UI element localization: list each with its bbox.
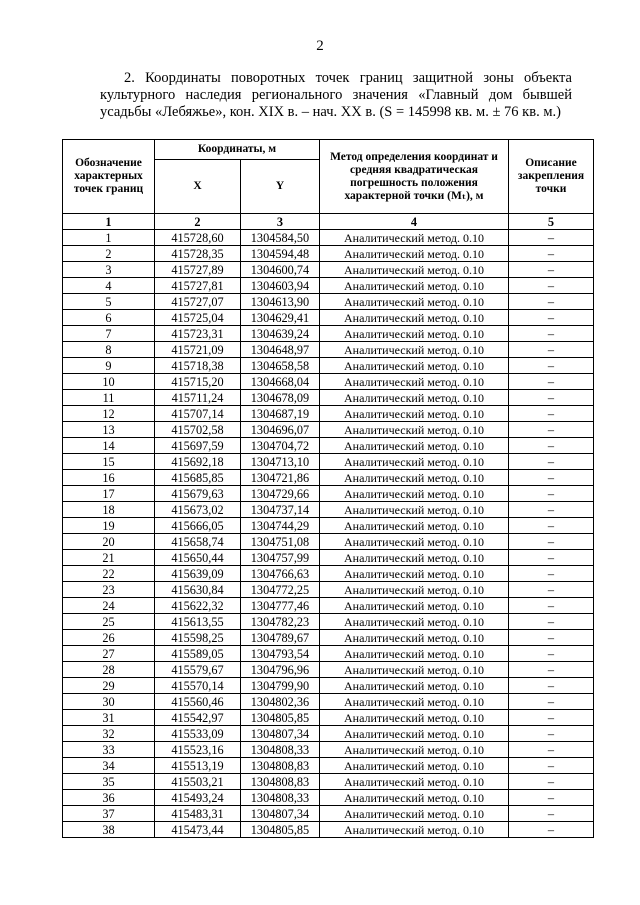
heading-line-2: культурного наследия регионального значения «Главный дом бывшей	[100, 87, 572, 103]
point-number-cell: 1	[63, 230, 155, 246]
x-coordinate-cell: 415598,25	[155, 630, 241, 646]
description-cell: –	[509, 454, 594, 470]
table-row	[63, 518, 594, 534]
x-coordinate-cell: 415483,31	[155, 806, 241, 822]
description-cell: –	[509, 790, 594, 806]
method-cell: Аналитический метод. 0.10	[320, 342, 509, 358]
method-cell: Аналитический метод. 0.10	[320, 790, 509, 806]
point-number-cell: 26	[63, 630, 155, 646]
description-cell: –	[509, 390, 594, 406]
description-cell: –	[509, 230, 594, 246]
description-cell: –	[509, 470, 594, 486]
y-coordinate-cell: 1304629,41	[241, 310, 320, 326]
point-number-cell: 20	[63, 534, 155, 550]
description-cell: –	[509, 438, 594, 454]
y-coordinate-cell: 1304772,25	[241, 582, 320, 598]
x-coordinate-cell: 415493,24	[155, 790, 241, 806]
y-coordinate-cell: 1304613,90	[241, 294, 320, 310]
x-coordinate-cell: 415613,55	[155, 614, 241, 630]
x-coordinate-cell: 415579,67	[155, 662, 241, 678]
header-coords: Координаты, м	[155, 140, 320, 160]
y-coordinate-cell: 1304668,04	[241, 374, 320, 390]
method-cell: Аналитический метод. 0.10	[320, 662, 509, 678]
description-cell: –	[509, 678, 594, 694]
y-coordinate-cell: 1304808,83	[241, 774, 320, 790]
x-coordinate-cell: 415666,05	[155, 518, 241, 534]
x-coordinate-cell: 415622,32	[155, 598, 241, 614]
x-coordinate-cell: 415630,84	[155, 582, 241, 598]
point-number-cell: 3	[63, 262, 155, 278]
point-number-cell: 4	[63, 278, 155, 294]
y-coordinate-cell: 1304594,48	[241, 246, 320, 262]
method-cell: Аналитический метод. 0.10	[320, 470, 509, 486]
x-coordinate-cell: 415715,20	[155, 374, 241, 390]
y-coordinate-cell: 1304721,86	[241, 470, 320, 486]
point-number-cell: 11	[63, 390, 155, 406]
point-number-cell: 31	[63, 710, 155, 726]
description-cell: –	[509, 726, 594, 742]
table-row	[63, 262, 594, 278]
y-coordinate-cell: 1304713,10	[241, 454, 320, 470]
description-cell: –	[509, 758, 594, 774]
point-number-cell: 13	[63, 422, 155, 438]
method-cell: Аналитический метод. 0.10	[320, 518, 509, 534]
method-cell: Аналитический метод. 0.10	[320, 230, 509, 246]
table-row	[63, 550, 594, 566]
table-row	[63, 310, 594, 326]
header-y: Y	[241, 160, 320, 214]
x-coordinate-cell: 415685,85	[155, 470, 241, 486]
method-cell: Аналитический метод. 0.10	[320, 758, 509, 774]
document-heading	[100, 70, 572, 121]
column-number: 5	[509, 214, 594, 230]
point-number-cell: 21	[63, 550, 155, 566]
method-cell: Аналитический метод. 0.10	[320, 550, 509, 566]
description-cell: –	[509, 710, 594, 726]
point-number-cell: 19	[63, 518, 155, 534]
table-row	[63, 390, 594, 406]
method-cell: Аналитический метод. 0.10	[320, 710, 509, 726]
column-number: 2	[155, 214, 241, 230]
column-number: 1	[63, 214, 155, 230]
table-row	[63, 710, 594, 726]
point-number-cell: 25	[63, 614, 155, 630]
point-number-cell: 8	[63, 342, 155, 358]
table-row	[63, 790, 594, 806]
method-cell: Аналитический метод. 0.10	[320, 438, 509, 454]
y-coordinate-cell: 1304603,94	[241, 278, 320, 294]
x-coordinate-cell: 415707,14	[155, 406, 241, 422]
point-number-cell: 12	[63, 406, 155, 422]
y-coordinate-cell: 1304737,14	[241, 502, 320, 518]
page-number: 2	[316, 38, 324, 54]
description-cell: –	[509, 822, 594, 838]
y-coordinate-cell: 1304808,83	[241, 758, 320, 774]
table-row	[63, 502, 594, 518]
table-row	[63, 534, 594, 550]
y-coordinate-cell: 1304744,29	[241, 518, 320, 534]
description-cell: –	[509, 422, 594, 438]
description-cell: –	[509, 662, 594, 678]
y-coordinate-cell: 1304807,34	[241, 726, 320, 742]
y-coordinate-cell: 1304696,07	[241, 422, 320, 438]
method-cell: Аналитический метод. 0.10	[320, 726, 509, 742]
description-cell: –	[509, 326, 594, 342]
description-cell: –	[509, 342, 594, 358]
point-number-cell: 36	[63, 790, 155, 806]
y-coordinate-cell: 1304678,09	[241, 390, 320, 406]
description-cell: –	[509, 374, 594, 390]
table-row	[63, 406, 594, 422]
y-coordinate-cell: 1304658,58	[241, 358, 320, 374]
x-coordinate-cell: 415711,24	[155, 390, 241, 406]
table-row	[63, 246, 594, 262]
method-cell: Аналитический метод. 0.10	[320, 502, 509, 518]
column-number-row	[63, 214, 594, 230]
method-cell: Аналитический метод. 0.10	[320, 582, 509, 598]
table-row	[63, 646, 594, 662]
table-row	[63, 726, 594, 742]
x-coordinate-cell: 415650,44	[155, 550, 241, 566]
method-cell: Аналитический метод. 0.10	[320, 454, 509, 470]
table-row	[63, 486, 594, 502]
description-cell: –	[509, 694, 594, 710]
header-method: Метод определения координат и средняя квадратическая погрешность положения характерной точки (Mₜ), м	[320, 140, 509, 214]
y-coordinate-cell: 1304757,99	[241, 550, 320, 566]
y-coordinate-cell: 1304600,74	[241, 262, 320, 278]
table-row	[63, 614, 594, 630]
x-coordinate-cell: 415721,09	[155, 342, 241, 358]
table-body	[63, 214, 594, 838]
point-number-cell: 30	[63, 694, 155, 710]
header-description: Описание закрепления точки	[509, 140, 594, 214]
description-cell: –	[509, 310, 594, 326]
heading-line-3: усадьбы «Лебяжье», кон. XIX в. – нач. XX в. (S = 145998 кв. м. ± 76 кв. м.)	[100, 104, 561, 120]
description-cell: –	[509, 582, 594, 598]
point-number-cell: 10	[63, 374, 155, 390]
description-cell: –	[509, 486, 594, 502]
description-cell: –	[509, 566, 594, 582]
point-number-cell: 38	[63, 822, 155, 838]
x-coordinate-cell: 415728,60	[155, 230, 241, 246]
description-cell: –	[509, 774, 594, 790]
x-coordinate-cell: 415639,09	[155, 566, 241, 582]
y-coordinate-cell: 1304766,63	[241, 566, 320, 582]
x-coordinate-cell: 415570,14	[155, 678, 241, 694]
table-row	[63, 358, 594, 374]
method-cell: Аналитический метод. 0.10	[320, 406, 509, 422]
point-number-cell: 35	[63, 774, 155, 790]
method-cell: Аналитический метод. 0.10	[320, 294, 509, 310]
method-cell: Аналитический метод. 0.10	[320, 678, 509, 694]
table-row	[63, 566, 594, 582]
method-cell: Аналитический метод. 0.10	[320, 262, 509, 278]
y-coordinate-cell: 1304782,23	[241, 614, 320, 630]
x-coordinate-cell: 415692,18	[155, 454, 241, 470]
table-row	[63, 278, 594, 294]
point-number-cell: 2	[63, 246, 155, 262]
point-number-cell: 18	[63, 502, 155, 518]
table-row	[63, 774, 594, 790]
point-number-cell: 17	[63, 486, 155, 502]
point-number-cell: 37	[63, 806, 155, 822]
point-number-cell: 15	[63, 454, 155, 470]
y-coordinate-cell: 1304808,33	[241, 790, 320, 806]
x-coordinate-cell: 415718,38	[155, 358, 241, 374]
x-coordinate-cell: 415727,81	[155, 278, 241, 294]
table-row	[63, 678, 594, 694]
x-coordinate-cell: 415723,31	[155, 326, 241, 342]
x-coordinate-cell: 415503,21	[155, 774, 241, 790]
method-cell: Аналитический метод. 0.10	[320, 390, 509, 406]
x-coordinate-cell: 415725,04	[155, 310, 241, 326]
table-row	[63, 470, 594, 486]
y-coordinate-cell: 1304805,85	[241, 710, 320, 726]
point-number-cell: 5	[63, 294, 155, 310]
x-coordinate-cell: 415727,89	[155, 262, 241, 278]
y-coordinate-cell: 1304807,34	[241, 806, 320, 822]
method-cell: Аналитический метод. 0.10	[320, 774, 509, 790]
description-cell: –	[509, 630, 594, 646]
point-number-cell: 27	[63, 646, 155, 662]
x-coordinate-cell: 415560,46	[155, 694, 241, 710]
x-coordinate-cell: 415542,97	[155, 710, 241, 726]
description-cell: –	[509, 246, 594, 262]
point-number-cell: 28	[63, 662, 155, 678]
x-coordinate-cell: 415533,09	[155, 726, 241, 742]
table-row	[63, 438, 594, 454]
header-point: Обозначение характерных точек границ	[63, 140, 155, 214]
column-number: 4	[320, 214, 509, 230]
method-cell: Аналитический метод. 0.10	[320, 422, 509, 438]
description-cell: –	[509, 294, 594, 310]
method-cell: Аналитический метод. 0.10	[320, 246, 509, 262]
method-cell: Аналитический метод. 0.10	[320, 358, 509, 374]
table-row	[63, 742, 594, 758]
method-cell: Аналитический метод. 0.10	[320, 598, 509, 614]
description-cell: –	[509, 534, 594, 550]
point-number-cell: 9	[63, 358, 155, 374]
y-coordinate-cell: 1304687,19	[241, 406, 320, 422]
table-row	[63, 758, 594, 774]
y-coordinate-cell: 1304796,96	[241, 662, 320, 678]
point-number-cell: 32	[63, 726, 155, 742]
method-cell: Аналитический метод. 0.10	[320, 694, 509, 710]
x-coordinate-cell: 415728,35	[155, 246, 241, 262]
method-cell: Аналитический метод. 0.10	[320, 326, 509, 342]
point-number-cell: 14	[63, 438, 155, 454]
description-cell: –	[509, 550, 594, 566]
x-coordinate-cell: 415697,59	[155, 438, 241, 454]
y-coordinate-cell: 1304802,36	[241, 694, 320, 710]
column-number: 3	[241, 214, 320, 230]
y-coordinate-cell: 1304704,72	[241, 438, 320, 454]
method-cell: Аналитический метод. 0.10	[320, 806, 509, 822]
table-row	[63, 422, 594, 438]
table-row	[63, 374, 594, 390]
description-cell: –	[509, 806, 594, 822]
method-cell: Аналитический метод. 0.10	[320, 566, 509, 582]
method-cell: Аналитический метод. 0.10	[320, 614, 509, 630]
point-number-cell: 16	[63, 470, 155, 486]
table-row	[63, 662, 594, 678]
y-coordinate-cell: 1304799,90	[241, 678, 320, 694]
y-coordinate-cell: 1304808,33	[241, 742, 320, 758]
method-cell: Аналитический метод. 0.10	[320, 310, 509, 326]
y-coordinate-cell: 1304777,46	[241, 598, 320, 614]
y-coordinate-cell: 1304789,67	[241, 630, 320, 646]
description-cell: –	[509, 406, 594, 422]
y-coordinate-cell: 1304729,66	[241, 486, 320, 502]
point-number-cell: 34	[63, 758, 155, 774]
y-coordinate-cell: 1304639,24	[241, 326, 320, 342]
coordinates-table	[62, 139, 594, 838]
method-cell: Аналитический метод. 0.10	[320, 822, 509, 838]
table-row	[63, 694, 594, 710]
y-coordinate-cell: 1304793,54	[241, 646, 320, 662]
table-row	[63, 326, 594, 342]
point-number-cell: 23	[63, 582, 155, 598]
description-cell: –	[509, 646, 594, 662]
method-cell: Аналитический метод. 0.10	[320, 742, 509, 758]
description-cell: –	[509, 262, 594, 278]
table-row	[63, 582, 594, 598]
heading-line-1: 2. Координаты поворотных точек границ защитной зоны объекта	[124, 70, 572, 86]
table-row	[63, 630, 594, 646]
x-coordinate-cell: 415727,07	[155, 294, 241, 310]
table-row	[63, 230, 594, 246]
table-row	[63, 822, 594, 838]
x-coordinate-cell: 415589,05	[155, 646, 241, 662]
table-row	[63, 294, 594, 310]
x-coordinate-cell: 415473,44	[155, 822, 241, 838]
table-row	[63, 342, 594, 358]
point-number-cell: 22	[63, 566, 155, 582]
description-cell: –	[509, 742, 594, 758]
method-cell: Аналитический метод. 0.10	[320, 646, 509, 662]
x-coordinate-cell: 415513,19	[155, 758, 241, 774]
description-cell: –	[509, 598, 594, 614]
point-number-cell: 33	[63, 742, 155, 758]
method-cell: Аналитический метод. 0.10	[320, 278, 509, 294]
method-cell: Аналитический метод. 0.10	[320, 534, 509, 550]
table-row	[63, 454, 594, 470]
x-coordinate-cell: 415658,74	[155, 534, 241, 550]
x-coordinate-cell: 415679,63	[155, 486, 241, 502]
x-coordinate-cell: 415673,02	[155, 502, 241, 518]
description-cell: –	[509, 358, 594, 374]
description-cell: –	[509, 614, 594, 630]
x-coordinate-cell: 415523,16	[155, 742, 241, 758]
method-cell: Аналитический метод. 0.10	[320, 374, 509, 390]
point-number-cell: 7	[63, 326, 155, 342]
y-coordinate-cell: 1304805,85	[241, 822, 320, 838]
header-x: X	[155, 160, 241, 214]
point-number-cell: 24	[63, 598, 155, 614]
point-number-cell: 29	[63, 678, 155, 694]
description-cell: –	[509, 278, 594, 294]
y-coordinate-cell: 1304584,50	[241, 230, 320, 246]
y-coordinate-cell: 1304648,97	[241, 342, 320, 358]
point-number-cell: 6	[63, 310, 155, 326]
description-cell: –	[509, 502, 594, 518]
description-cell: –	[509, 518, 594, 534]
table-row	[63, 598, 594, 614]
table-row	[63, 806, 594, 822]
method-cell: Аналитический метод. 0.10	[320, 486, 509, 502]
method-cell: Аналитический метод. 0.10	[320, 630, 509, 646]
x-coordinate-cell: 415702,58	[155, 422, 241, 438]
y-coordinate-cell: 1304751,08	[241, 534, 320, 550]
